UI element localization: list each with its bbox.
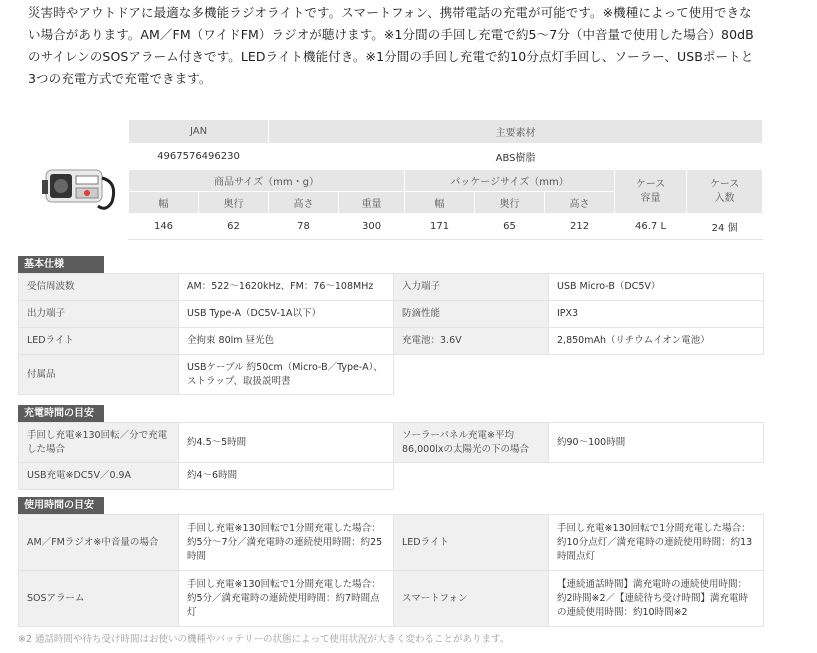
charge-value: 約4～6時間 (179, 463, 394, 490)
depth-value: 62 (199, 214, 269, 240)
usage-value: 手回し充電※130回転で1分間充電した場合：約10分点灯／満充電時の連続使用時間：約13時間点灯 (549, 515, 764, 571)
spec-value: 全拘束 80lm 昼光色 (179, 328, 394, 355)
product-image (40, 160, 120, 215)
spec-value: USB Type-A（DC5V-1A以下） (179, 301, 394, 328)
spec-value: IPX3 (549, 301, 764, 328)
charge-time-table (18, 422, 764, 490)
spec-value: USB Micro-B（DC5V） (549, 274, 764, 301)
basic-spec-heading: 基本仕様 (18, 256, 104, 273)
case-count-value: 24 個 (687, 214, 763, 240)
charge-time-heading: 充電時間の目安 (18, 405, 104, 422)
footnote: ※2 通話時間や待ち受け時間はお使いの機種やバッテリーの状態によって使用状況が大きく変わることがあります。 (18, 634, 510, 645)
pkg-depth-header: 奥行 (475, 192, 545, 214)
weight-header: 重量 (339, 192, 405, 214)
material-header: 主要素材 (269, 120, 763, 144)
charge-label: ソーラーパネル充電※平均86,000lxの太陽光の下の場合 (394, 423, 549, 463)
material-value: ABS樹脂 (269, 144, 763, 170)
spec-value: 2,850mAh（リチウムイオン電池） (549, 328, 764, 355)
case-capacity-header: ケース 容量 (615, 170, 687, 214)
pkg-depth-value: 65 (475, 214, 545, 240)
height-header: 高さ (269, 192, 339, 214)
weight-value: 300 (339, 214, 405, 240)
product-size-header: 商品サイズ（mm・g） (129, 170, 405, 192)
spec-value: AM：522～1620kHz、FM：76～108MHz (179, 274, 394, 301)
usage-label: LEDライト (394, 515, 549, 571)
width-header: 幅 (129, 192, 199, 214)
usage-time-heading: 使用時間の目安 (18, 497, 104, 514)
product-description: 災害時やアウトドアに最適な多機能ラジオライトです。スマートフォン、携帯電話の充電が可能です。※機種によって使用できない場合があります。AM／FM（ワイドFM）ラジオが聴けます。※1分間の手回し充電で約5～7分（中音量で使用した場合）80dBのサイレンのSOSアラーム付きです。LEDライト機能付き。※1分間の手回し充電で約10分点灯手回し、ソーラー、USBポートと3つの充電方式で充電できます。 (28, 5, 754, 86)
spec-label: 防滴性能 (394, 301, 549, 328)
basic-spec-table (18, 273, 764, 395)
charge-label: 手回し充電※130回転／分で充電した場合 (19, 423, 179, 463)
spec-label: 出力端子 (19, 301, 179, 328)
charge-value: 約4.5～5時間 (179, 423, 394, 463)
jan-value: 4967576496230 (129, 144, 269, 170)
spec-label: 充電池：3.6V (394, 328, 549, 355)
pkg-height-header: 高さ (545, 192, 615, 214)
usage-time-table (18, 514, 764, 627)
height-value: 78 (269, 214, 339, 240)
product-data-table (128, 119, 763, 240)
width-value: 146 (129, 214, 199, 240)
pkg-height-value: 212 (545, 214, 615, 240)
usage-value: 手回し充電※130回転で1分間充電した場合：約5分／満充電時の連続使用時間：約7時間点灯 (179, 571, 394, 627)
pkg-width-value: 171 (405, 214, 475, 240)
spec-label: 受信周波数 (19, 274, 179, 301)
spec-label: 入力端子 (394, 274, 549, 301)
spec-label: 付属品 (19, 355, 179, 395)
case-capacity-value: 46.7 L (615, 214, 687, 240)
usage-label: AM／FMラジオ※中音量の場合 (19, 515, 179, 571)
case-count-header: ケース 入数 (687, 170, 763, 214)
jan-header: JAN (129, 120, 269, 144)
charge-value: 約90～100時間 (549, 423, 764, 463)
usage-value: 手回し充電※130回転で1分間充電した場合：約5分～7分／満充電時の連続使用時間：約25時間 (179, 515, 394, 571)
usage-label: SOSアラーム (19, 571, 179, 627)
pkg-width-header: 幅 (405, 192, 475, 214)
depth-header: 奥行 (199, 192, 269, 214)
charge-label: USB充電※DC5V／0.9A (19, 463, 179, 490)
usage-label: スマートフォン (394, 571, 549, 627)
spec-label: LEDライト (19, 328, 179, 355)
usage-value: 【連続通話時間】満充電時の連続使用時間：約2時間※2／【連続待ち受け時間】満充電時の連続使用時間：約10時間※2 (549, 571, 764, 627)
spec-value: USBケーブル 約50cm（Micro-B／Type-A）、ストラップ、取扱説明書 (179, 355, 394, 395)
package-size-header: パッケージサイズ（mm） (405, 170, 615, 192)
